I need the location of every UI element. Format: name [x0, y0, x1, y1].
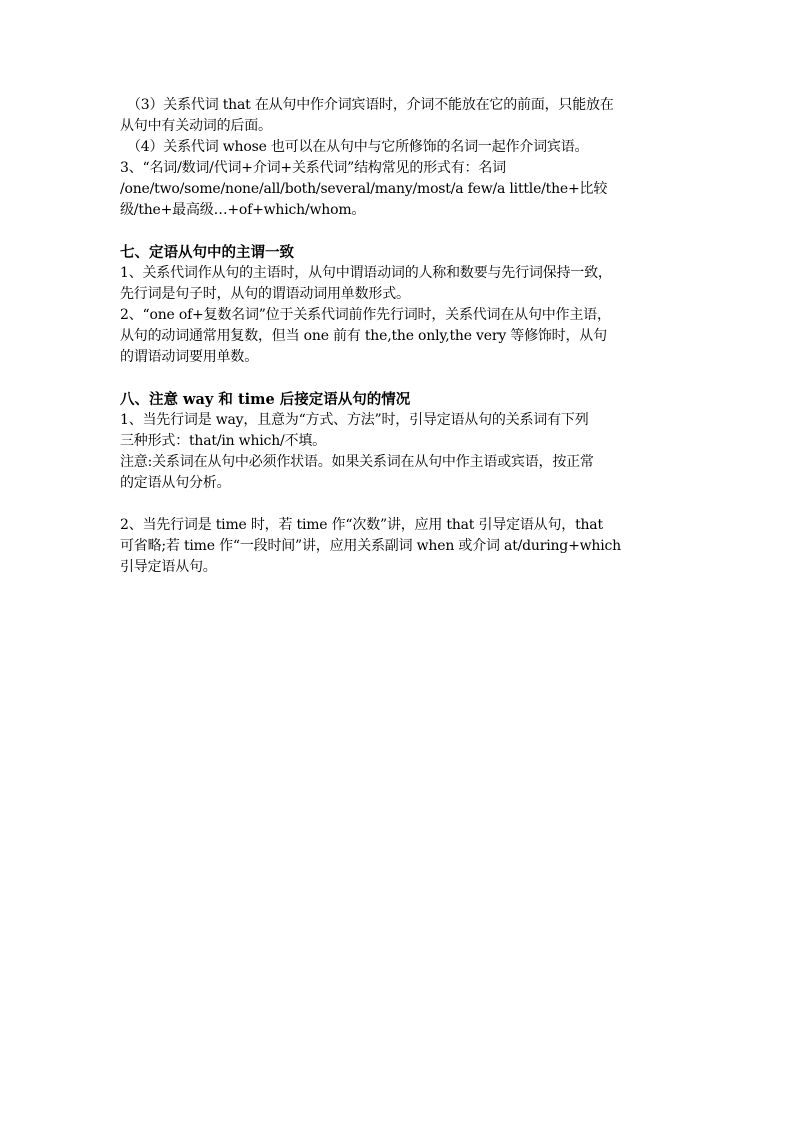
spacer — [120, 221, 680, 242]
section-heading: 八、注意 way 和 time 后接定语从句的情况 — [120, 391, 411, 408]
paragraph-line: 3、“名词/数词/代词+介词+关系代词”结构常见的形式有：名词 — [120, 160, 506, 176]
section-way-and-time — [120, 389, 680, 578]
section-heading: 七、定语从句中的主谓一致 — [120, 244, 294, 261]
spacer — [120, 368, 680, 389]
paragraph-line: 级/the+最高级…+of+which/whom。 — [120, 202, 366, 218]
paragraph-line: （3）关系代词 that 在从句中作介词宾语时，介词不能放在它的前面，只能放在 — [127, 97, 614, 113]
paragraph-line: 三种形式：that/in which/不填。 — [120, 433, 326, 449]
paragraph-line: 1、当先行词是 way，且意为“方式、方法”时，引导定语从句的关系词有下列 — [120, 412, 589, 428]
paragraph-line: /one/two/some/none/all/both/several/many/most/a few/a little/the+比较 — [120, 181, 608, 197]
paragraph-line: 2、当先行词是 time 时，若 time 作“次数”讲，应用 that 引导定语从句，that — [120, 517, 603, 533]
document-page — [120, 95, 680, 578]
paragraph-line: 的定语从句分析。 — [120, 475, 231, 491]
section-subject-verb-agreement — [120, 242, 680, 368]
relative-pronoun-notes — [120, 95, 680, 221]
paragraph-line: 从句的动词通常用复数，但当 one 前有 the,the only,the very 等修饰时，从句 — [120, 328, 607, 344]
paragraph-line: 先行词是句子时，从句的谓语动词用单数形式。 — [120, 286, 410, 302]
paragraph-line: 2、“one of+复数名词”位于关系代词前作先行词时，关系代词在从句中作主语， — [120, 307, 611, 323]
paragraph-line: 的谓语动词要用单数。 — [120, 349, 258, 365]
paragraph-line: 1、关系代词作从句的主语时，从句中谓语动词的人称和数要与先行词保持一致， — [120, 265, 612, 281]
paragraph-line: （4）关系代词 whose 也可以在从句中与它所修饰的名词一起作介词宾语。 — [127, 139, 589, 155]
paragraph-line: 引导定语从句。 — [120, 559, 217, 575]
paragraph-line: 从句中有关动词的后面。 — [120, 118, 272, 134]
paragraph-line: 注意:关系词在从句中必须作状语。如果关系词在从句中作主语或宾语，按正常 — [120, 454, 594, 470]
paragraph-line: 可省略;若 time 作“一段时间”讲，应用关系副词 when 或介词 at/during+which — [120, 538, 621, 554]
spacer — [120, 494, 680, 515]
